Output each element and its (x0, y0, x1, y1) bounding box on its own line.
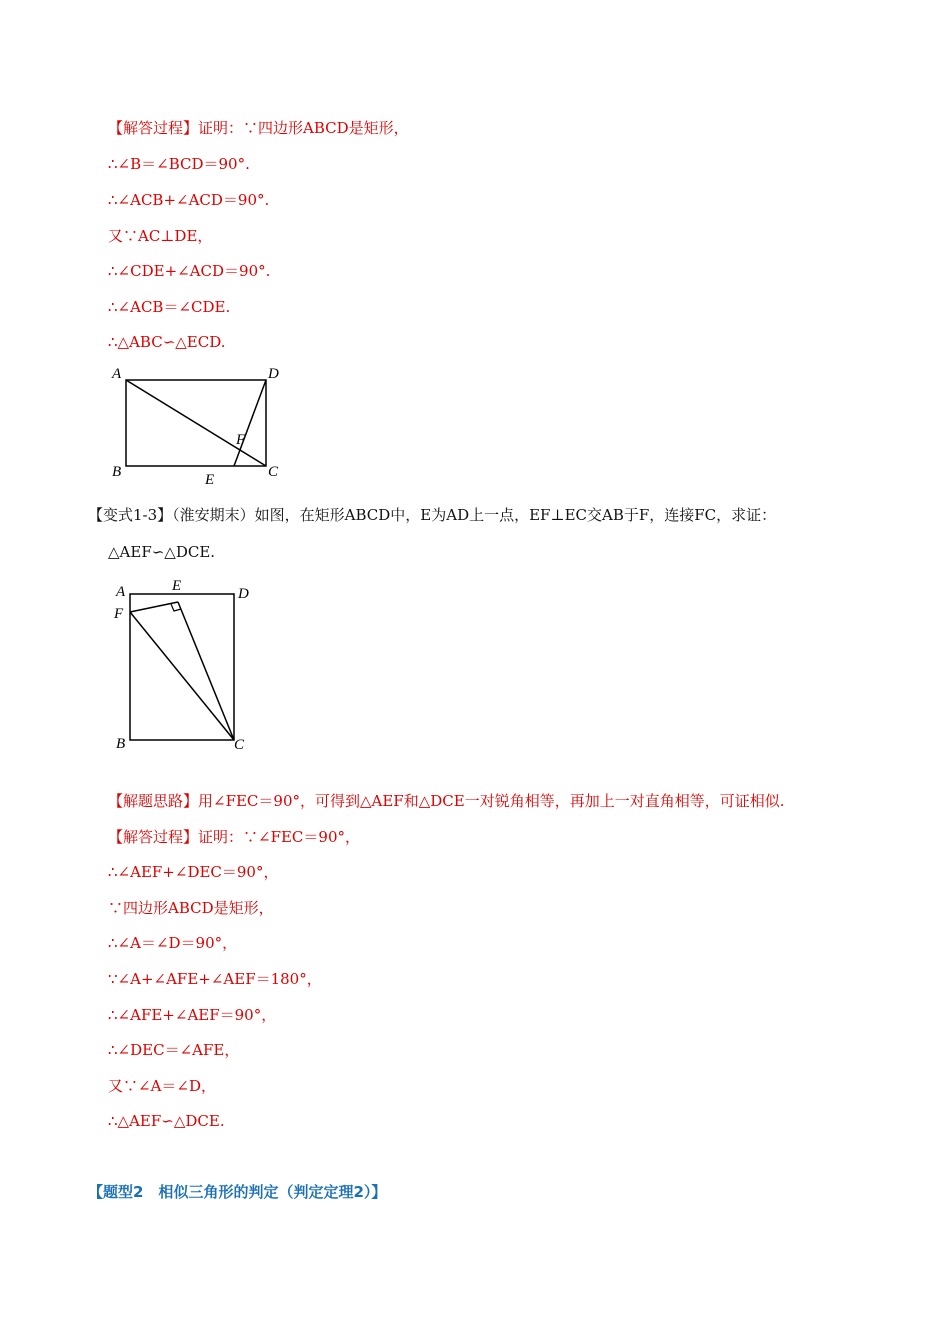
proof-line: ∵四边形ABCD是矩形， (108, 899, 274, 917)
segment-fc (130, 612, 234, 740)
label-e: E (172, 578, 182, 594)
problem-line-1: 【变式1-3】（淮安期末）如图，在矩形ABCD中，E为AD上一点，EF⊥EC交AB于F，连接FC，求证： (88, 506, 777, 524)
rectangle-figure-2 (100, 574, 270, 756)
proof-line: ∴∠ACB+∠ACD＝90°. (108, 191, 270, 209)
label-d: D (268, 366, 279, 382)
proof-line: ∴∠DEC＝∠AFE， (108, 1041, 240, 1059)
label-b: B (116, 736, 126, 752)
proof-line: ∴∠B＝∠BCD＝90°. (108, 155, 250, 173)
segment-de (234, 380, 266, 466)
analysis-line: 【解题思路】用∠FEC＝90°，可得到△AEF和△DCE一对锐角相等，再加上一对直角相等，可证相似. (108, 792, 785, 810)
diagonal-ac (126, 380, 266, 466)
label-b: B (112, 464, 122, 480)
proof-line: ∴∠AEF+∠DEC＝90°， (108, 863, 279, 881)
rectangle-figure-1 (100, 362, 300, 490)
label-a: A (116, 584, 126, 600)
rect-abcd (130, 594, 234, 740)
proof-line: ∵∠A+∠AFE+∠AEF＝180°， (108, 970, 322, 988)
label-d: D (238, 586, 249, 602)
segment-ec (178, 602, 234, 740)
proof-line: ∴△AEF∽△DCE. (108, 1112, 225, 1130)
section-heading: 【题型2 相似三角形的判定（判定定理2）】 (88, 1183, 387, 1201)
label-f: F (236, 432, 246, 448)
proof-line: ∴△ABC∽△ECD. (108, 333, 226, 351)
proof-line: ∴∠CDE+∠ACD＝90°. (108, 262, 271, 280)
proof-line: ∴∠AFE+∠AEF＝90°， (108, 1006, 277, 1024)
label-c: C (234, 737, 245, 753)
label-e: E (205, 472, 215, 488)
proof-line: ∴∠ACB＝∠CDE. (108, 298, 231, 316)
proof-line: 又∵AC⊥DE， (108, 227, 213, 245)
label-f: F (114, 606, 124, 622)
label-a: A (112, 366, 122, 382)
proof-line: ∴∠A＝∠D＝90°， (108, 934, 238, 952)
proof-line: 【解答过程】证明：∵四边形ABCD是矩形， (108, 119, 409, 137)
problem-line-2: △AEF∽△DCE. (108, 543, 216, 561)
label-c: C (268, 464, 279, 480)
proof-line: 【解答过程】证明：∵∠FEC＝90°， (108, 828, 360, 846)
segment-ef (130, 602, 178, 612)
proof-line: 又∵∠A＝∠D， (108, 1077, 216, 1095)
